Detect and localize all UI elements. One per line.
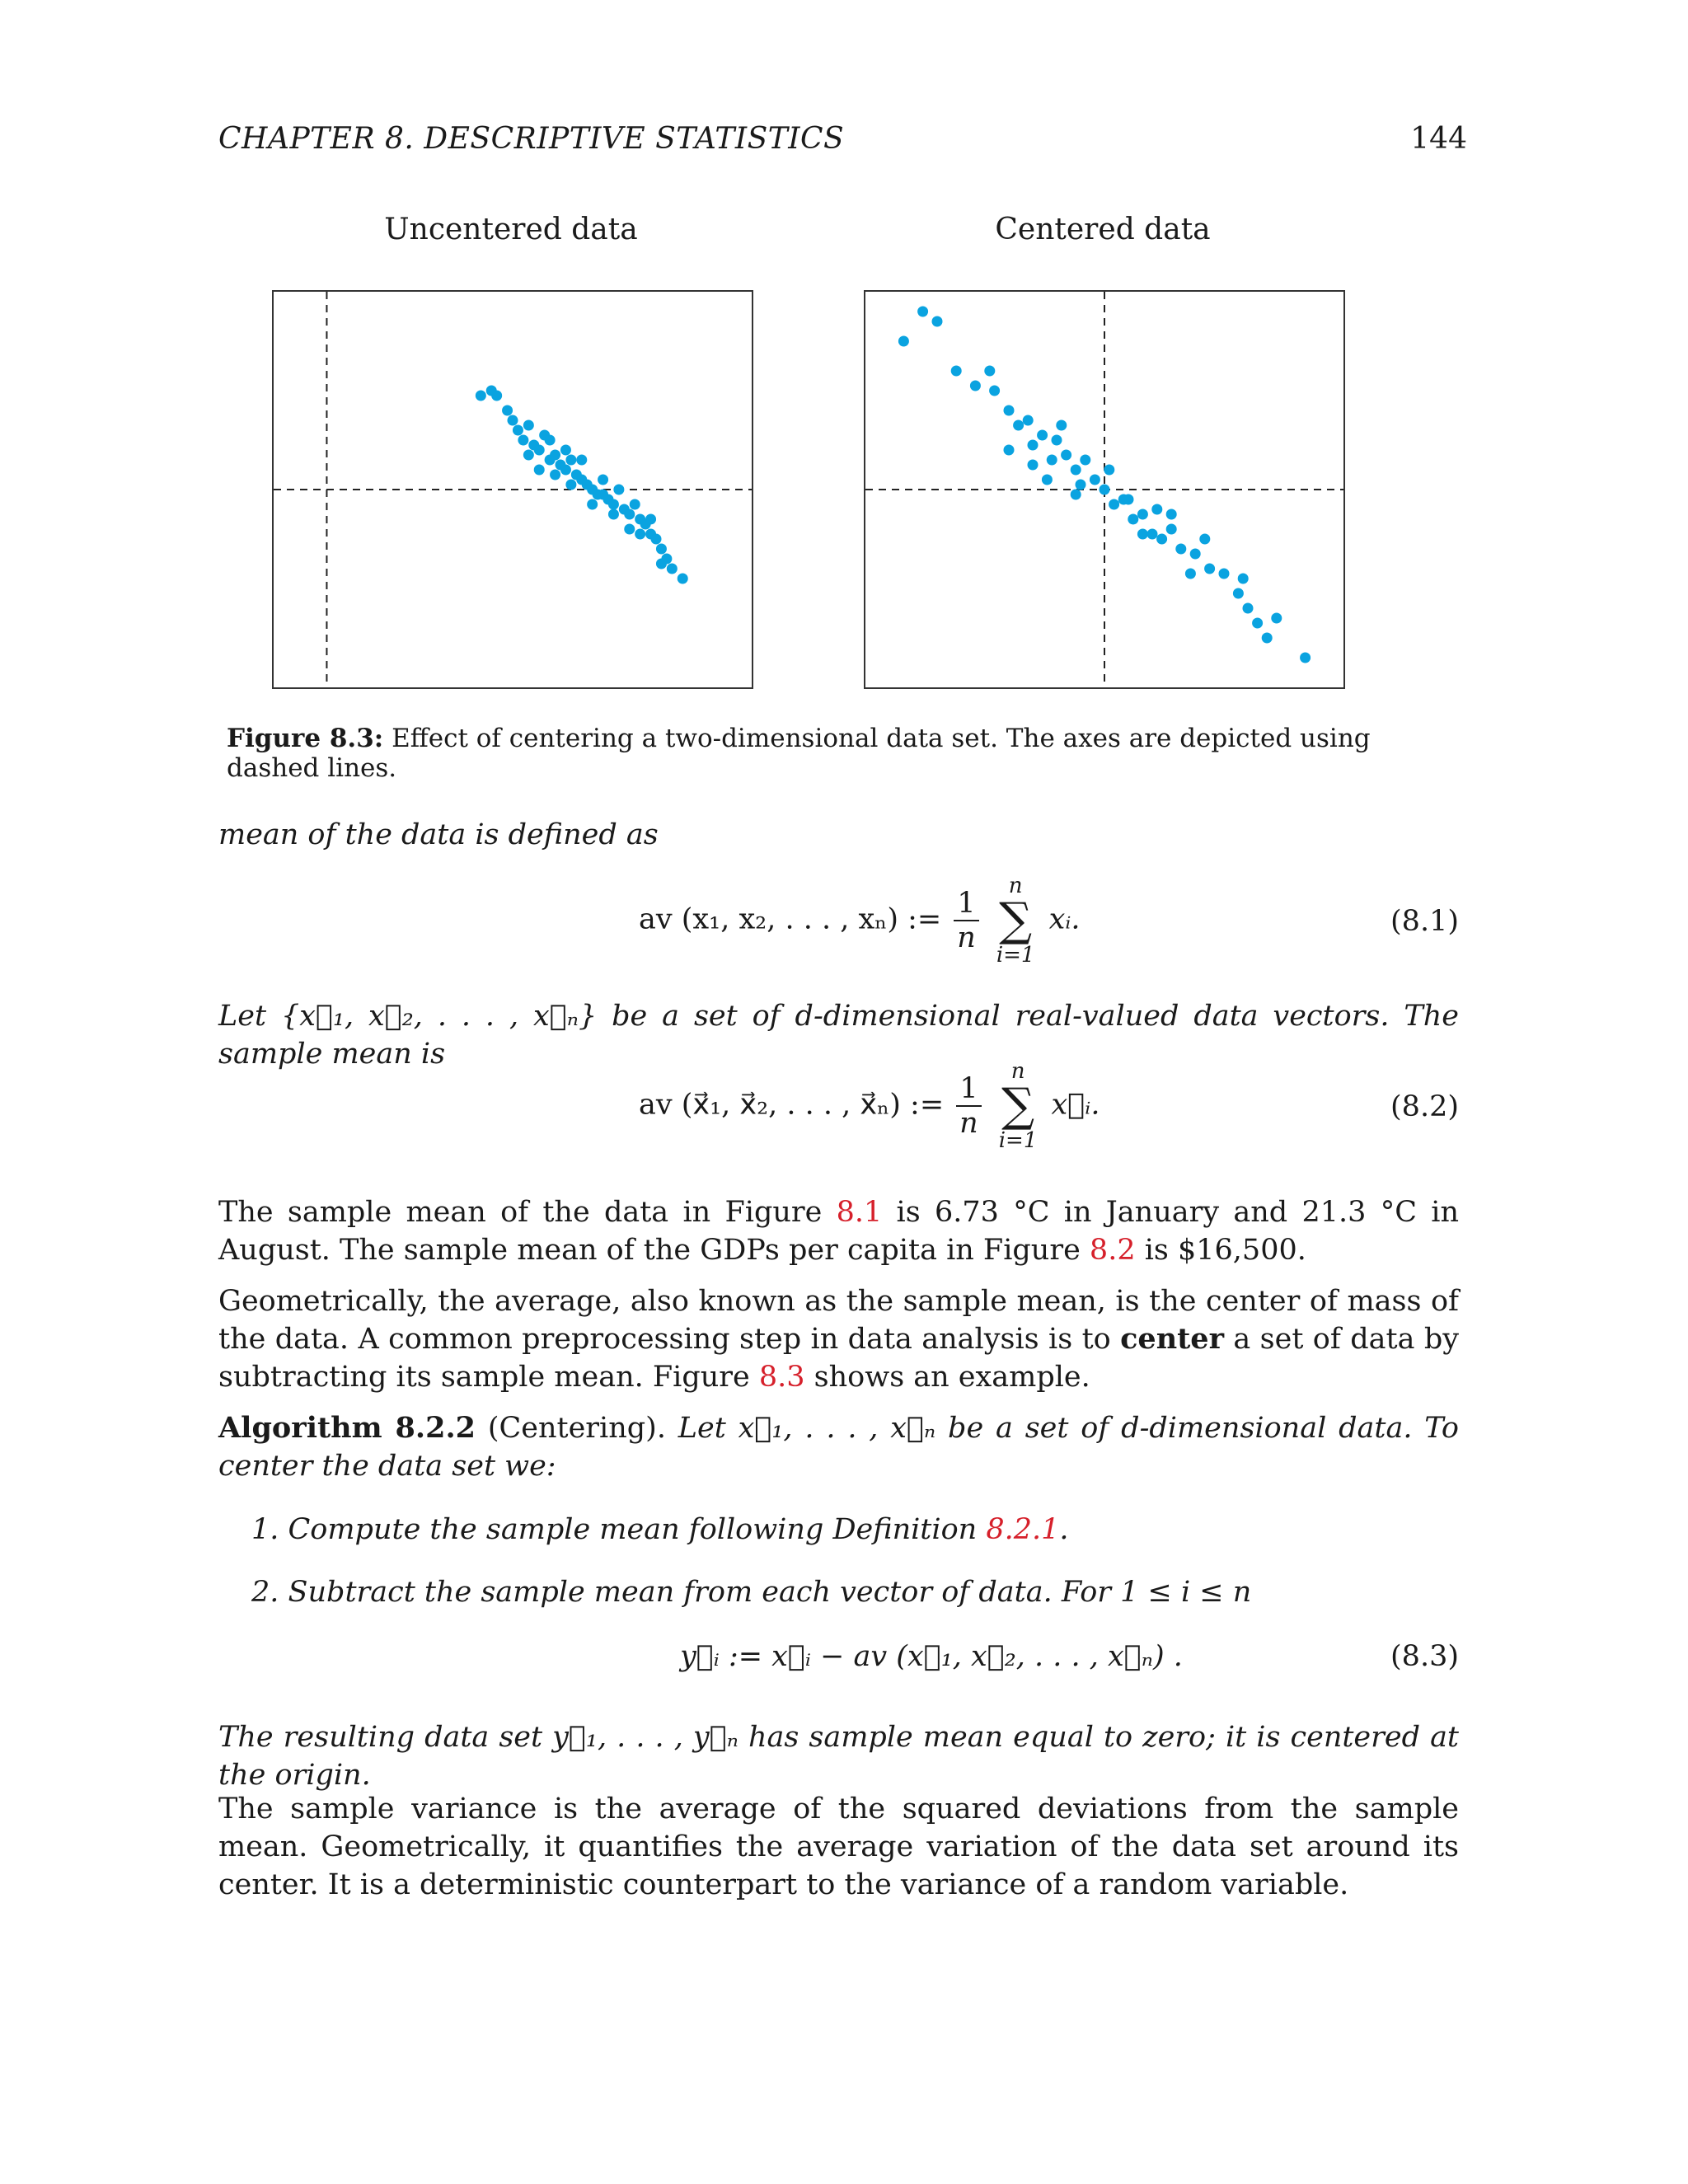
paragraph-variance: The sample variance is the average of the squared deviations from the sample mean. Geometrically, it quantifies the average variation of the data set around its center. It is a deterministic counterpart to the variance of a random variable.: [218, 1793, 1459, 1901]
eq1-lhs: av (x₁, x₂, . . . , xₙ) :=: [639, 902, 942, 936]
page-number: 144: [1410, 122, 1467, 156]
eq1-fraction: [954, 887, 978, 954]
uncentered-data-point: [565, 480, 576, 490]
eq2-fraction: [956, 1072, 981, 1140]
algorithm-block: [218, 1409, 1459, 1485]
uncentered-data-point: [476, 391, 486, 401]
centered-data-point: [1047, 455, 1057, 466]
equation-8-3: [218, 1640, 1459, 1681]
scatter-plot-centered: [864, 290, 1345, 689]
centered-data-point: [989, 386, 1000, 396]
centered-data-point: [1190, 549, 1201, 560]
centered-data-point: [951, 366, 962, 377]
ref-figure-8-3[interactable]: 8.3: [758, 1361, 805, 1394]
centered-data-point: [1166, 509, 1177, 520]
uncentered-data-point: [518, 435, 528, 446]
step1-end: .: [1059, 1513, 1069, 1546]
centered-data-point: [1166, 524, 1177, 535]
para1-text-a: The sample mean of the data in Figure: [218, 1196, 837, 1229]
paragraph-centering: [218, 1282, 1459, 1396]
centered-data-point: [1013, 420, 1024, 431]
uncentered-data-point: [598, 490, 608, 500]
uncentered-data-point: [635, 529, 645, 540]
centered-data-point: [1128, 514, 1138, 525]
centered-data-point: [1137, 509, 1148, 520]
centered-data-point: [1175, 544, 1186, 555]
centered-data-point: [898, 336, 909, 347]
centered-data-point: [1056, 420, 1067, 431]
eq1-frac-bottom: n: [957, 921, 976, 954]
uncentered-data-point: [656, 544, 667, 555]
scatter-plot-uncentered: [272, 290, 753, 689]
para2-text-c: shows an example.: [804, 1361, 1090, 1394]
centered-data-point: [1090, 475, 1100, 485]
intro-text: mean of the data is defined as: [218, 818, 659, 851]
ref-definition-8-2-1[interactable]: 8.2.1: [986, 1513, 1060, 1546]
uncentered-data-point: [613, 485, 624, 495]
uncentered-data-point: [651, 534, 662, 545]
vectors-sentence: Let {x⃗₁, x⃗₂, . . . , x⃗ₙ} be a set of d-dimensional real-valued data vectors. The sample mean is: [218, 1000, 1459, 1071]
centered-data-point: [1233, 588, 1244, 599]
centered-data-point: [1156, 534, 1167, 545]
eq1-summation: [996, 874, 1035, 968]
centered-data-point: [1271, 613, 1282, 624]
centered-data-point: [1109, 499, 1119, 510]
centered-data-point: [1080, 455, 1090, 466]
plot-title-uncentered: Uncentered data: [384, 213, 638, 246]
para1-text-c: is $16,500.: [1135, 1234, 1306, 1267]
algorithm-step-1: [251, 1513, 1459, 1546]
uncentered-data-point: [534, 445, 545, 456]
uncentered-data-point: [608, 509, 619, 520]
scatter-svg-uncentered: [274, 292, 752, 687]
centered-data-point: [1042, 475, 1053, 485]
eq1-sum-bottom: i=1: [996, 943, 1035, 968]
uncentered-data-point: [624, 524, 635, 535]
algorithm-text: Let x⃗₁, . . . , x⃗ₙ be a set of d-dimensional data. To center the data set we:: [218, 1412, 1459, 1483]
uncentered-data-point: [656, 559, 667, 569]
centered-data-point: [1147, 529, 1158, 540]
centered-data-point: [1151, 504, 1162, 515]
uncentered-data-point: [565, 455, 576, 466]
algorithm-step-2: 2. Subtract the sample mean from each vector of data. For 1 ≤ i ≤ n: [251, 1576, 1252, 1609]
centered-data-point: [1061, 450, 1071, 461]
algorithm-label: Algorithm 8.2.2: [218, 1411, 476, 1445]
uncentered-data-point: [523, 420, 534, 431]
centered-data-point: [1300, 653, 1311, 663]
eq3-number: (8.3): [1390, 1640, 1459, 1673]
centered-data-point: [1004, 405, 1015, 416]
eq2-summation: [999, 1059, 1038, 1153]
centered-data-point: [1238, 574, 1249, 584]
centered-data-point: [932, 316, 943, 327]
uncentered-data-point: [550, 450, 560, 461]
caption-label: Figure 8.3:: [227, 724, 384, 753]
centered-data-point: [1199, 534, 1210, 545]
centered-data-point: [1052, 435, 1062, 446]
uncentered-data-point: [534, 465, 545, 476]
algorithm-name: (Centering).: [475, 1412, 666, 1445]
uncentered-data-point: [667, 564, 678, 574]
centered-data-point: [1028, 440, 1039, 451]
step1-text: 1. Compute the sample mean following Definition: [251, 1513, 987, 1546]
eq1-frac-top: 1: [954, 887, 978, 921]
sigma-glyph: ∑: [999, 893, 1033, 947]
uncentered-data-point: [587, 499, 598, 510]
uncentered-data-point: [624, 509, 635, 520]
para2-text-a: Geometrically, the average, also known as the sample mean, is the center of mass of the data. A common preprocessing step in data analysis is to: [218, 1285, 1459, 1356]
paragraph-sample-mean: [218, 1193, 1459, 1269]
eq2-sum-bottom: i=1: [998, 1128, 1038, 1153]
centered-data-point: [1219, 569, 1230, 579]
para2-text-b: a set of data by subtracting its sample mean. Figure: [218, 1323, 1460, 1394]
centered-data-point: [1185, 569, 1196, 579]
centered-data-point: [917, 307, 928, 317]
eq2-sum-top: n: [1010, 1059, 1025, 1084]
centered-data-point: [1071, 490, 1081, 500]
uncentered-data-point: [513, 425, 523, 436]
uncentered-data-point: [645, 514, 656, 525]
uncentered-data-point: [550, 470, 560, 480]
uncentered-data-point: [560, 465, 571, 476]
uncentered-data-point: [508, 415, 518, 426]
equation-8-1: [218, 874, 1459, 972]
centered-data-point: [1023, 415, 1034, 426]
eq2-rhs: x⃗ᵢ.: [1051, 1088, 1100, 1122]
eq1-rhs: xᵢ.: [1048, 902, 1081, 936]
centered-data-point: [1262, 633, 1273, 644]
uncentered-data-point: [545, 435, 556, 446]
eq2-frac-bottom: n: [959, 1107, 978, 1140]
centered-data-point: [1104, 465, 1114, 476]
equation-8-2: [218, 1059, 1459, 1158]
centered-data-point: [1252, 618, 1263, 629]
uncentered-data-point: [678, 574, 688, 584]
scatter-svg-centered: [865, 292, 1343, 687]
eq2-number: (8.2): [1390, 1090, 1459, 1123]
eq3-body: y⃗ᵢ := x⃗ᵢ − av (x⃗₁, x⃗₂, . . . , x⃗ₙ) .: [680, 1640, 1183, 1673]
sigma-glyph: ∑: [1001, 1079, 1035, 1132]
centered-data-point: [1071, 465, 1081, 476]
eq2-lhs: av (x⃗₁, x⃗₂, . . . , x⃗ₙ) :=: [639, 1088, 945, 1122]
centered-data-point: [1137, 529, 1148, 540]
centered-data-point: [1123, 494, 1134, 505]
result-sentence: The resulting data set y⃗₁, . . . , y⃗ₙ has sample mean equal to zero; it is centered at the origin.: [218, 1721, 1459, 1792]
uncentered-data-point: [576, 455, 587, 466]
caption-text: Effect of centering a two-dimensional data set. The axes are depicted using dashed lines.: [227, 724, 1371, 783]
term-center: center: [1120, 1322, 1225, 1356]
eq1-number: (8.1): [1390, 905, 1459, 938]
uncentered-data-point: [523, 450, 534, 461]
centered-data-point: [1243, 603, 1254, 614]
uncentered-data-point: [560, 445, 571, 456]
centered-data-point: [1028, 460, 1039, 471]
eq1-sum-top: n: [1008, 874, 1023, 898]
centered-data-point: [1004, 445, 1015, 456]
plot-title-centered: Centered data: [995, 213, 1211, 246]
ref-figure-8-1[interactable]: 8.1: [836, 1196, 883, 1229]
centered-data-point: [970, 381, 981, 391]
centered-data-point: [1037, 430, 1048, 441]
eq2-frac-top: 1: [956, 1072, 981, 1107]
centered-data-point: [1204, 564, 1215, 574]
uncentered-data-point: [502, 405, 513, 416]
uncentered-data-point: [608, 499, 619, 510]
running-header: CHAPTER 8. DESCRIPTIVE STATISTICS: [218, 122, 845, 156]
centered-data-point: [984, 366, 995, 377]
uncentered-data-point: [598, 475, 608, 485]
uncentered-data-point: [491, 391, 502, 401]
uncentered-data-point: [630, 499, 640, 510]
centered-data-point: [1076, 480, 1086, 490]
ref-figure-8-2[interactable]: 8.2: [1089, 1234, 1136, 1267]
centered-data-point: [1100, 485, 1110, 495]
para1-text-b: is 6.73 °C in January and 21.3 °C in August. The sample mean of the GDPs per capita in Figure: [218, 1196, 1459, 1267]
figure-caption: [227, 724, 1463, 783]
